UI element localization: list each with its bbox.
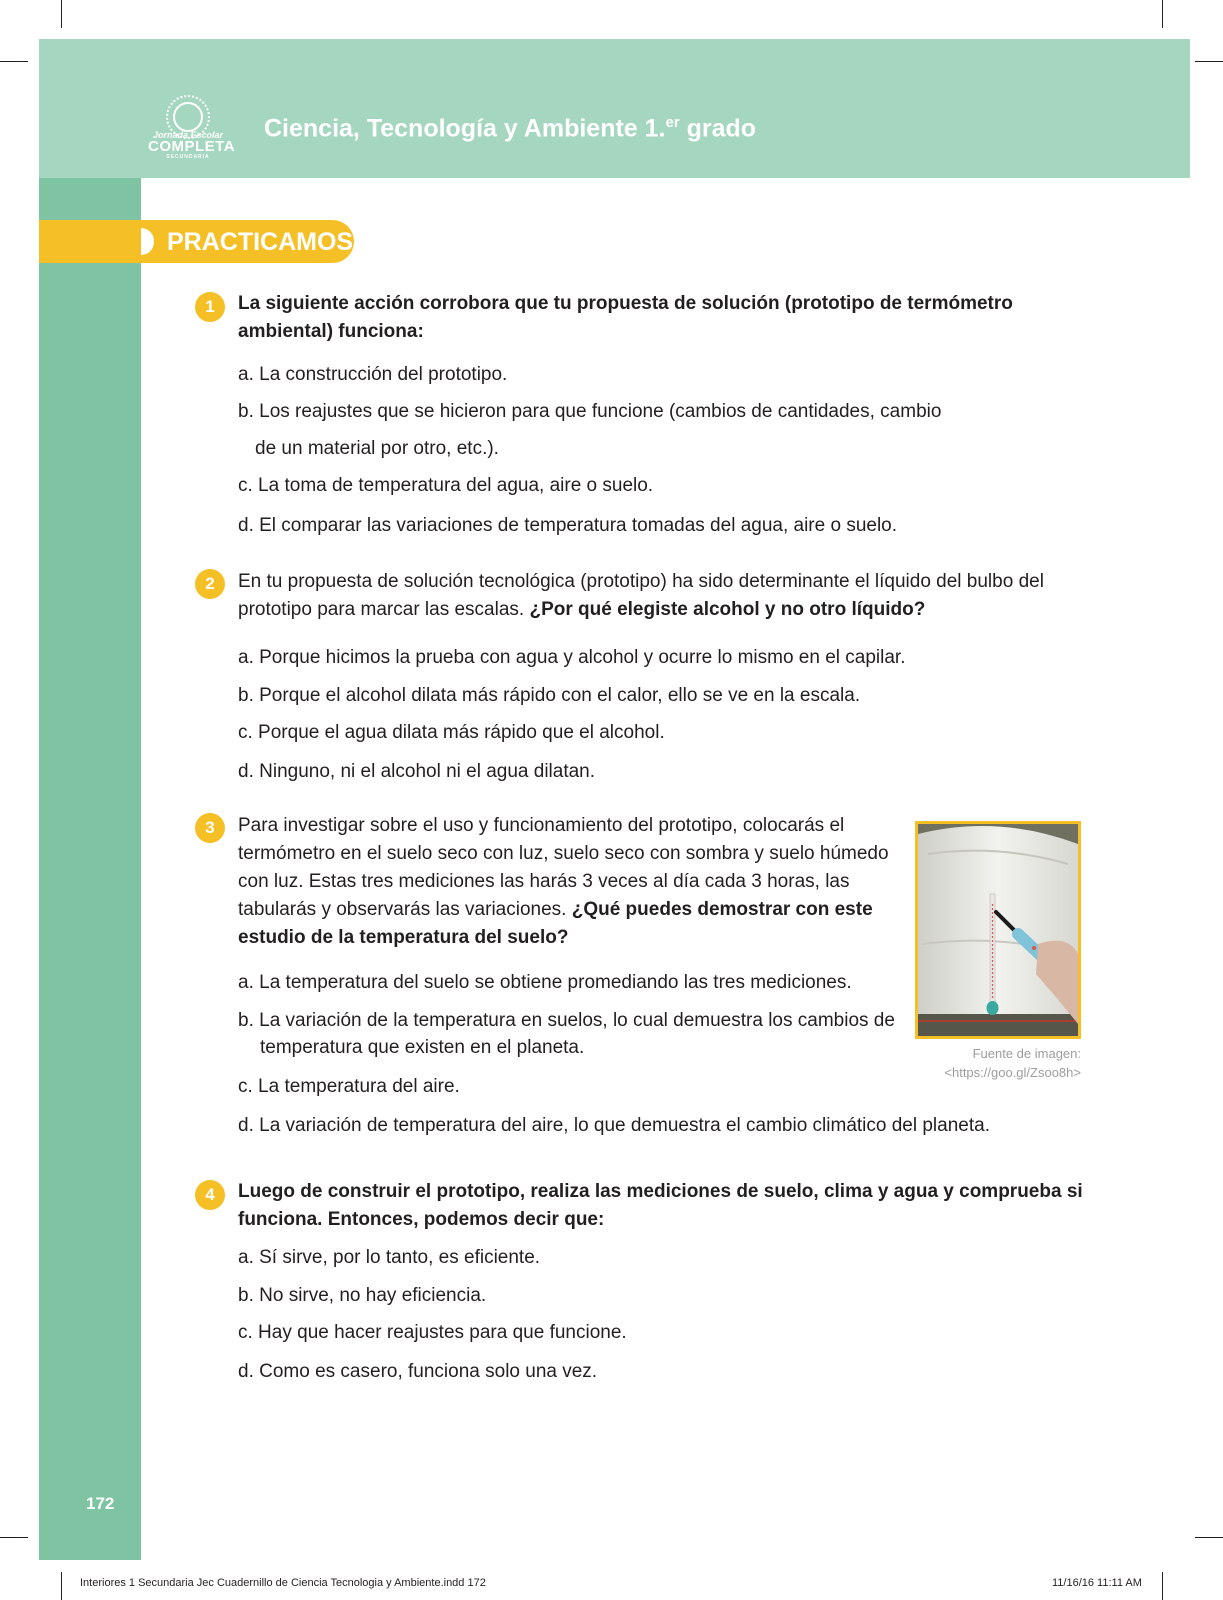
answer-option[interactable]: d. Como es casero, funciona solo una vez. bbox=[238, 1361, 598, 1382]
question-number-badge: 4 bbox=[195, 1180, 225, 1210]
question-number-badge: 3 bbox=[195, 813, 225, 843]
question-number-badge: 2 bbox=[195, 569, 225, 599]
side-band bbox=[39, 178, 141, 1560]
crop-mark bbox=[1162, 0, 1163, 28]
half-circle-icon bbox=[141, 228, 154, 255]
crop-mark bbox=[1195, 61, 1223, 62]
answer-option[interactable]: a. La construcción del prototipo. bbox=[238, 364, 508, 385]
question-number-badge: 1 bbox=[195, 292, 225, 322]
answer-option[interactable]: c. La toma de temperatura del agua, aire o suelo. bbox=[238, 475, 654, 496]
answer-option[interactable]: b. No sirve, no hay eficiencia. bbox=[238, 1285, 487, 1306]
page-title bbox=[264, 114, 756, 143]
image-caption: Fuente de imagen: <https://goo.gl/Zsoo8h> bbox=[944, 1046, 1081, 1080]
thermometer-photo-illustration bbox=[918, 824, 1078, 1036]
crop-mark bbox=[0, 61, 28, 62]
answer-option[interactable]: a. Sí sirve, por lo tanto, es eficiente. bbox=[238, 1247, 541, 1268]
answer-option-continuation: de un material por otro, etc.). bbox=[255, 438, 499, 459]
question-stem-text: Para investigar sobre el uso y funcionamiento del prototipo, colocarás el termómetro en el suelo seco con luz, suelo seco con sombra y suelo húmedo con luz. Estas tres mediciones las harás 3 veces al día cada 3 horas, las tabularás y observarás las variaciones. bbox=[238, 815, 889, 920]
crop-mark bbox=[0, 1537, 28, 1538]
footer-timestamp: 11/16/16 11:11 AM bbox=[1052, 1577, 1142, 1589]
section-label: PRACTICAMOS bbox=[167, 228, 354, 256]
answer-option[interactable]: a. La temperatura del suelo se obtiene promediando las tres mediciones. bbox=[238, 972, 852, 993]
answer-option[interactable]: b. La variación de la temperatura en suelos, lo cual demuestra los cambios de bbox=[238, 1010, 895, 1031]
crop-mark bbox=[1195, 1537, 1223, 1538]
title-main: Ciencia, Tecnología y Ambiente 1. bbox=[264, 114, 666, 143]
answer-option[interactable]: d. Ninguno, ni el alcohol ni el agua dilatan. bbox=[238, 761, 596, 782]
answer-option[interactable]: c. La temperatura del aire. bbox=[238, 1076, 460, 1097]
logo-line2: COMPLETA bbox=[148, 138, 236, 155]
answer-option[interactable]: c. Porque el agua dilata más rápido que el alcohol. bbox=[238, 722, 665, 743]
question-stem-bold: ¿Qué puedes demostrar con este estudio de la temperatura del suelo? bbox=[238, 899, 873, 948]
answer-option[interactable]: c. Hay que hacer reajustes para que funcione. bbox=[238, 1322, 627, 1343]
sun-icon bbox=[173, 102, 203, 132]
section-tab bbox=[39, 220, 354, 263]
title-superscript: er bbox=[665, 114, 680, 131]
footer-file-info: Interiores 1 Secundaria Jec Cuadernillo de Ciencia Tecnologia y Ambiente.indd 172 bbox=[80, 1577, 486, 1589]
page-number: 172 bbox=[86, 1494, 115, 1513]
crop-mark bbox=[61, 1572, 62, 1600]
question-stem-text: En tu propuesta de solución tecnológica (prototipo) ha sido determinante el líquido del bulbo del prototipo para marcar las escalas. bbox=[238, 571, 1044, 620]
answer-option[interactable]: a. Porque hicimos la prueba con agua y alcohol y ocurre lo mismo en el capilar. bbox=[238, 647, 906, 668]
question-stem-bold: Luego de construir el prototipo, realiza las mediciones de suelo, clima y agua y comprueba si funciona. Entonces, podemos decir que: bbox=[238, 1181, 1083, 1230]
thermometer-photo bbox=[915, 821, 1081, 1039]
answer-option[interactable]: d. El comparar las variaciones de temperatura tomadas del agua, aire o suelo. bbox=[238, 515, 898, 536]
question-stem bbox=[238, 568, 1090, 624]
logo-line3: SECUNDARIA bbox=[166, 154, 210, 160]
jornada-escolar-logo bbox=[148, 100, 236, 160]
crop-mark bbox=[61, 0, 62, 28]
answer-option[interactable]: b. Porque el alcohol dilata más rápido con el calor, ello se ve en la escala. bbox=[238, 685, 861, 706]
title-suffix: grado bbox=[679, 114, 757, 143]
question-stem bbox=[238, 290, 1090, 346]
question-stem-bold: ¿Por qué elegiste alcohol y no otro líquido? bbox=[529, 599, 926, 620]
question-stem bbox=[238, 1178, 1090, 1234]
answer-option[interactable]: b. Los reajustes que se hicieron para que funcione (cambios de cantidades, cambio bbox=[238, 401, 942, 422]
crop-mark bbox=[1162, 1572, 1163, 1600]
question-stem-bold: La siguiente acción corrobora que tu propuesta de solución (prototipo de termómetro ambiental) funciona: bbox=[238, 293, 1013, 342]
logo-line1: Jornada Escolar bbox=[152, 130, 224, 140]
answer-option[interactable]: d. La variación de temperatura del aire, lo que demuestra el cambio climático del planeta. bbox=[238, 1115, 990, 1136]
question-stem bbox=[238, 812, 900, 952]
answer-option-continuation: temperatura que existen en el planeta. bbox=[260, 1037, 585, 1058]
